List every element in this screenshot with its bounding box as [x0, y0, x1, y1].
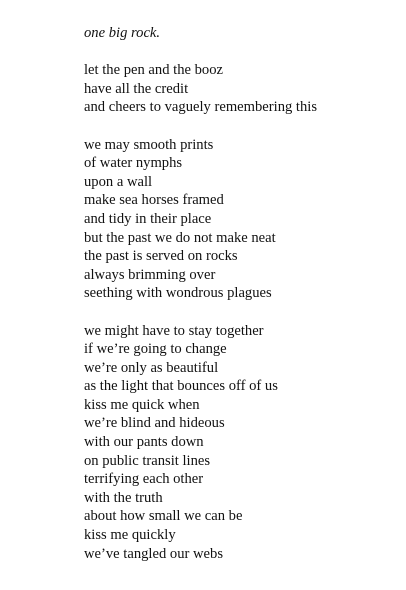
- poem-line: we’re only as beautiful: [84, 359, 219, 376]
- poem-line: let the pen and the booz: [84, 62, 223, 79]
- stanza-3: [84, 322, 394, 564]
- poem-line: and cheers to vaguely remembering this: [84, 99, 318, 116]
- poem-line: always brimming over: [84, 266, 216, 283]
- poem-line: we may smooth prints: [84, 136, 214, 153]
- poem-line: seething with wondrous plagues: [84, 285, 272, 302]
- poem-line: as the light that bounces off of us: [84, 378, 278, 395]
- poem-line: on public transit lines: [84, 452, 211, 469]
- poem-line: if we’re going to change: [84, 341, 227, 358]
- poem-line: kiss me quick when: [84, 396, 200, 413]
- stanza-2: [84, 136, 394, 303]
- poem-line: and tidy in their place: [84, 210, 212, 227]
- poem-line: have all the credit: [84, 80, 189, 97]
- poem-line: about how small we can be: [84, 508, 243, 525]
- poem-title: one big rock.: [84, 25, 161, 41]
- poem-line: with the truth: [84, 489, 163, 506]
- poem-line: upon a wall: [84, 173, 153, 190]
- poem-line: terrifying each other: [84, 471, 204, 488]
- poem-line: we’re blind and hideous: [84, 415, 225, 432]
- poem-line: but the past we do not make neat: [84, 229, 276, 246]
- poem-line: kiss me quickly: [84, 527, 176, 544]
- poem-line: the past is served on rocks: [84, 248, 238, 265]
- poem-line: of water nymphs: [84, 155, 183, 172]
- poem-line: make sea horses framed: [84, 192, 224, 209]
- poem-line: we’ve tangled our webs: [84, 545, 223, 562]
- poem-line: we might have to stay together: [84, 322, 264, 339]
- stanza-1: [84, 61, 394, 117]
- poem-line: with our pants down: [84, 434, 204, 451]
- poem: [84, 24, 394, 582]
